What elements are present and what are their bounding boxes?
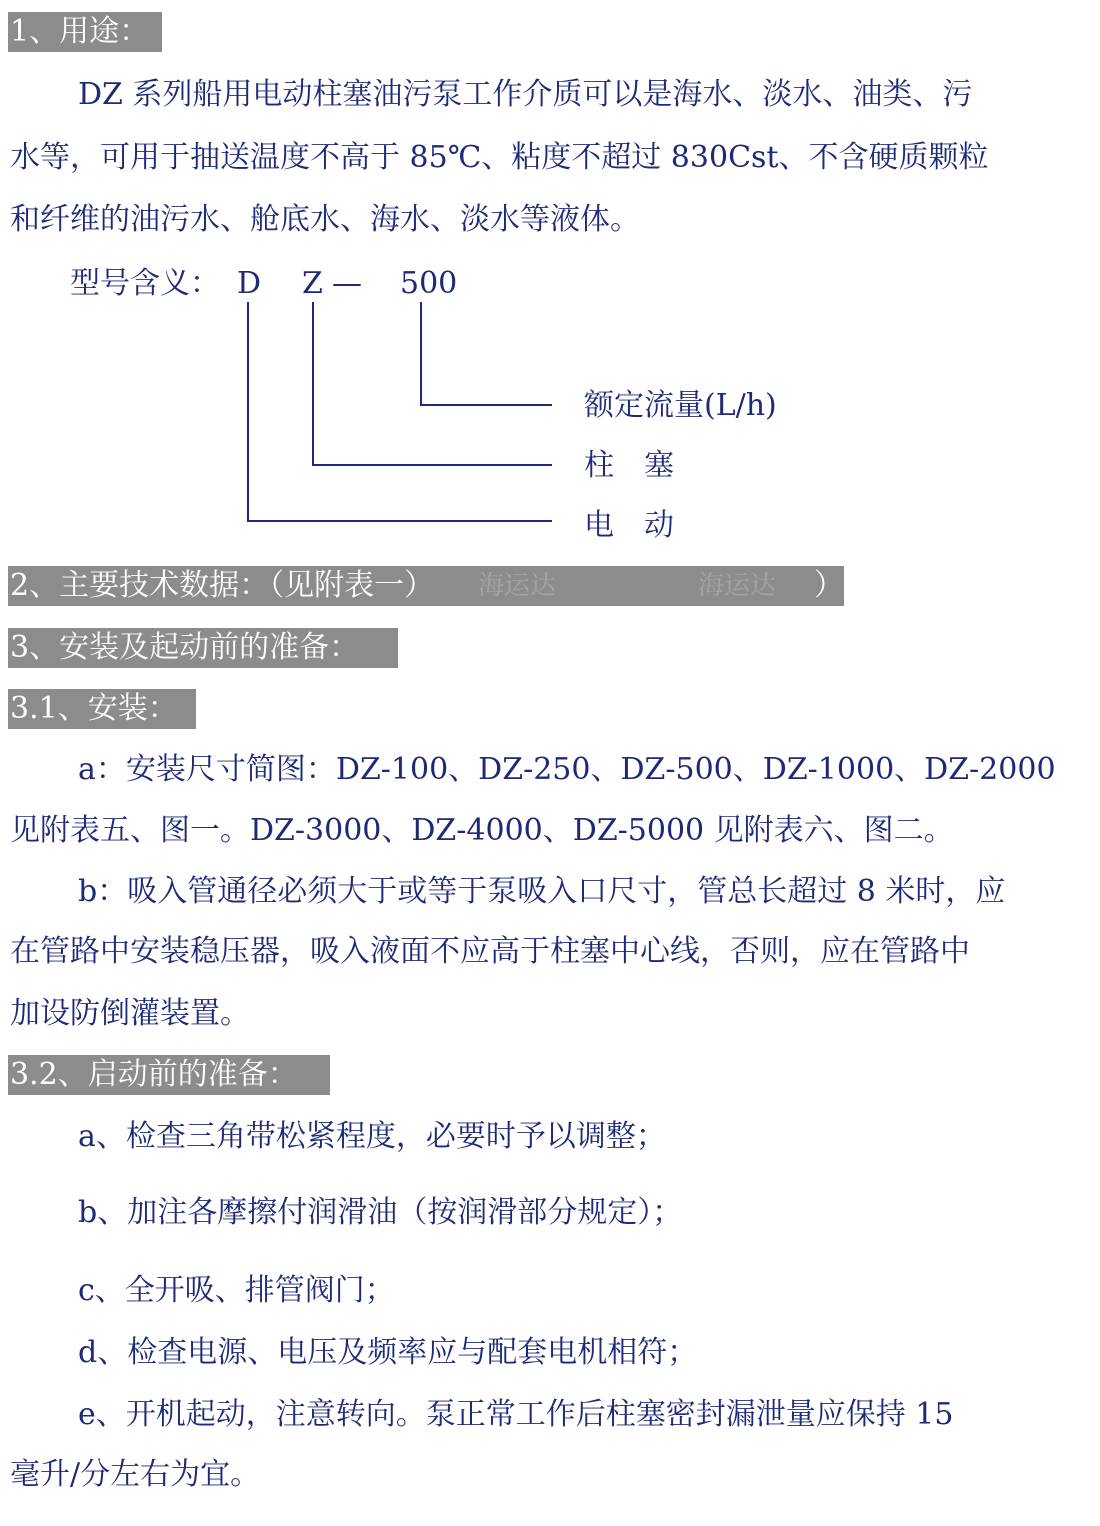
model-code-dash: —: [332, 266, 362, 301]
model-code-d: D: [237, 266, 262, 301]
section-heading-usage-text: 1、用途：: [10, 14, 150, 49]
usage-paragraph-line3: 和纤维的油污水、舱底水、海水、淡水等液体。: [10, 202, 640, 237]
label-electric: 电 动: [584, 508, 674, 543]
prep-item-b: b、加注各摩擦付润滑油（按润滑部分规定）；: [78, 1195, 683, 1230]
section-heading-usage: [8, 12, 162, 52]
connector-line-flow-vertical: [420, 302, 422, 406]
connector-line-flow-horizontal: [420, 404, 552, 406]
prep-item-d: d、检查电源、电压及频率应与配套电机相符；: [78, 1335, 698, 1370]
section-heading-pre-start-text: 3.2、启动前的准备：: [10, 1057, 298, 1092]
watermark-text: 海运达: [698, 571, 777, 601]
prep-item-c: c、全开吸、排管阀门；: [78, 1273, 395, 1308]
model-code-z: Z: [302, 266, 323, 301]
section-heading-technical-data-close: ）: [814, 568, 844, 603]
section-heading-installation: [8, 689, 196, 729]
prep-item-a: a、检查三角带松紧程度，必要时予以调整；: [78, 1119, 666, 1154]
section-heading-preparation: [8, 628, 398, 668]
prep-item-e-line2: 毫升/分左右为宜。: [10, 1457, 261, 1492]
section-heading-pre-start: [8, 1055, 330, 1095]
install-a-line1: a：安装尺寸简图：DZ-100、DZ-250、DZ-500、DZ-1000、DZ-2000: [78, 752, 1056, 787]
install-b-line2: 在管路中安装稳压器，吸入液面不应高于柱塞中心线，否则，应在管路中: [10, 934, 970, 969]
section-heading-technical-data-ref: （见附表一）: [269, 568, 435, 603]
connector-line-electric-vertical: [247, 302, 249, 522]
connector-line-plunger-horizontal: [312, 464, 552, 466]
install-b-line3: 加设防倒灌装置。: [10, 996, 250, 1031]
connector-line-plunger-vertical: [312, 302, 314, 466]
usage-paragraph-line1: DZ 系列船用电动柱塞油污泵工作介质可以是海水、淡水、油类、污: [78, 77, 973, 112]
usage-paragraph-line2: 水等，可用于抽送温度不高于 85℃、粘度不超过 830Cst、不含硬质颗粒: [10, 140, 989, 175]
label-rated-flow: 额定流量(L/h): [584, 388, 777, 423]
model-meaning-title: 型号含义：: [70, 266, 220, 301]
install-b-line1: b：吸入管通径必须大于或等于泵吸入口尺寸，管总长超过 8 米时，应: [78, 874, 1006, 909]
connector-line-electric-horizontal: [247, 520, 552, 522]
section-heading-installation-text: 3.1、安装：: [10, 691, 178, 726]
model-code-number: 500: [400, 266, 458, 301]
install-a-line2: 见附表五、图一。DZ-3000、DZ-4000、DZ-5000 见附表六、图二。: [10, 813, 954, 848]
section-heading-technical-data-text: 2、主要技术数据：: [10, 568, 270, 603]
section-heading-technical-data: [8, 566, 844, 606]
label-plunger: 柱 塞: [584, 448, 674, 483]
section-heading-preparation-text: 3、安装及起动前的准备：: [10, 630, 360, 665]
prep-item-e-line1: e、开机起动，注意转向。泵正常工作后柱塞密封漏泄量应保持 15: [78, 1397, 954, 1432]
watermark-text: 海运达: [478, 571, 557, 601]
